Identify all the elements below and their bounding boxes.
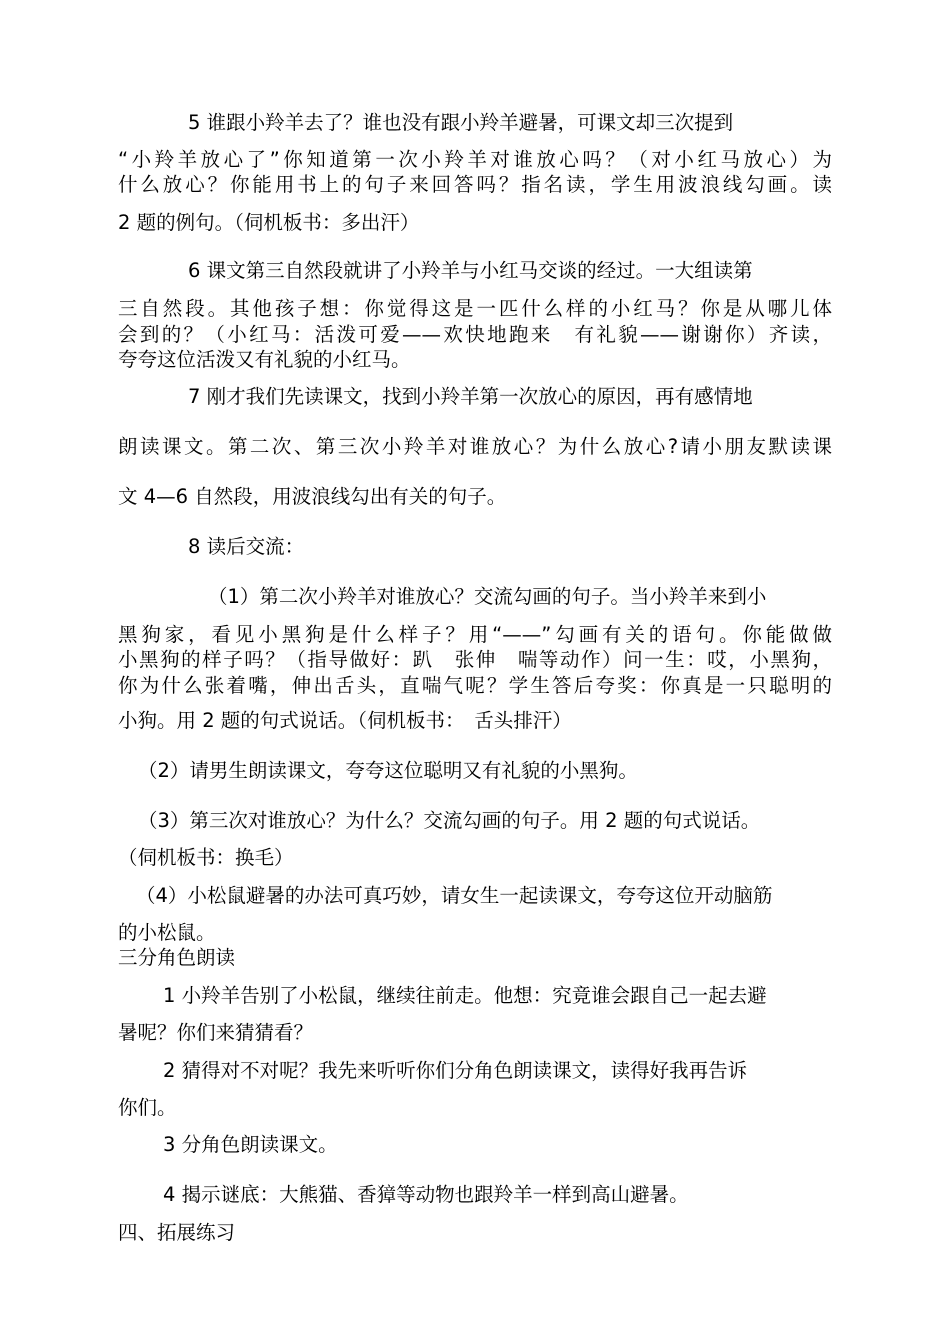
text-line: 2 题的例句。（伺机板书：多出汗） [118, 211, 420, 234]
text-line: 6 课文第三自然段就讲了小羚羊与小红马交谈的经过。一大组读第 [188, 259, 753, 282]
text-line: 的小松鼠。 [118, 921, 216, 944]
text-line: 会到的？（小红马：活泼可爱——欢快地跑来 有礼貌——谢谢你）齐读， [118, 323, 832, 346]
text-line: 小黑狗的样子吗？（指导做好：趴 张伸 喘等动作）问一生：哎，小黑狗， [118, 648, 832, 671]
section-heading: 三分角色朗读 [118, 946, 236, 969]
text-line: 3 分角色朗读课文。 [163, 1133, 338, 1156]
text-line: 4 揭示谜底：大熊猫、香獐等动物也跟羚羊一样到高山避暑。 [163, 1183, 689, 1206]
text-line: （伺机板书：换毛） [118, 846, 294, 869]
text-line: 你为什么张着嘴，伸出舌头，直喘气呢？学生答后夸奖：你真是一只聪明的 [118, 674, 832, 697]
text-line: “小羚羊放心了”你知道第一次小羚羊对谁放心吗？（对小红马放心）为 [118, 148, 832, 171]
text-line: 小狗。用 2 题的句式说话。（伺机板书： 舌头排汗） [118, 709, 572, 732]
text-line: 8 读后交流： [188, 535, 305, 558]
text-line: 文 4—6 自然段，用波浪线勾出有关的句子。 [118, 485, 507, 508]
section-heading: 四、拓展练习 [118, 1221, 236, 1244]
text-line: 三自然段。其他孩子想：你觉得这是一匹什么样的小红马？你是从哪儿体 [118, 297, 832, 320]
text-line: 你们。 [118, 1096, 177, 1119]
text-line: （2）请男生朗读课文，夸夸这位聪明又有礼貌的小黑狗。 [138, 759, 638, 782]
text-line: 黑狗家，看见小黑狗是什么样子？用“——”勾画有关的语句。你能做做 [118, 623, 832, 646]
text-line: （4）小松鼠避暑的办法可真巧妙，请女生一起读课文，夸夸这位开动脑筋 [136, 884, 773, 907]
text-line: 朗读课文。第二次、第三次小羚羊对谁放心？为什么放心?请小朋友默读课 [118, 435, 832, 458]
text-line: （3）第三次对谁放心？为什么？交流勾画的句子。用 2 题的句式说话。 [138, 809, 761, 832]
text-line: 什么放心？你能用书上的句子来回答吗？指名读，学生用波浪线勾画。读 [118, 173, 832, 196]
text-line: 暑呢？你们来猜猜看？ [118, 1021, 314, 1044]
text-line: 夸夸这位活泼又有礼貌的小红马。 [118, 348, 411, 371]
text-line: 2 猜得对不对呢？我先来听听你们分角色朗读课文，读得好我再告诉 [163, 1059, 748, 1082]
text-line: 5 谁跟小羚羊去了？谁也没有跟小羚羊避暑，可课文却三次提到 [188, 111, 734, 134]
text-line: （1）第二次小羚羊对谁放心？交流勾画的句子。当小羚羊来到小 [208, 585, 767, 608]
text-line: 7 刚才我们先读课文，找到小羚羊第一次放心的原因，再有感情地 [188, 385, 753, 408]
text-line: 1 小羚羊告别了小松鼠，继续往前走。他想：究竟谁会跟自己一起去避 [163, 984, 767, 1007]
